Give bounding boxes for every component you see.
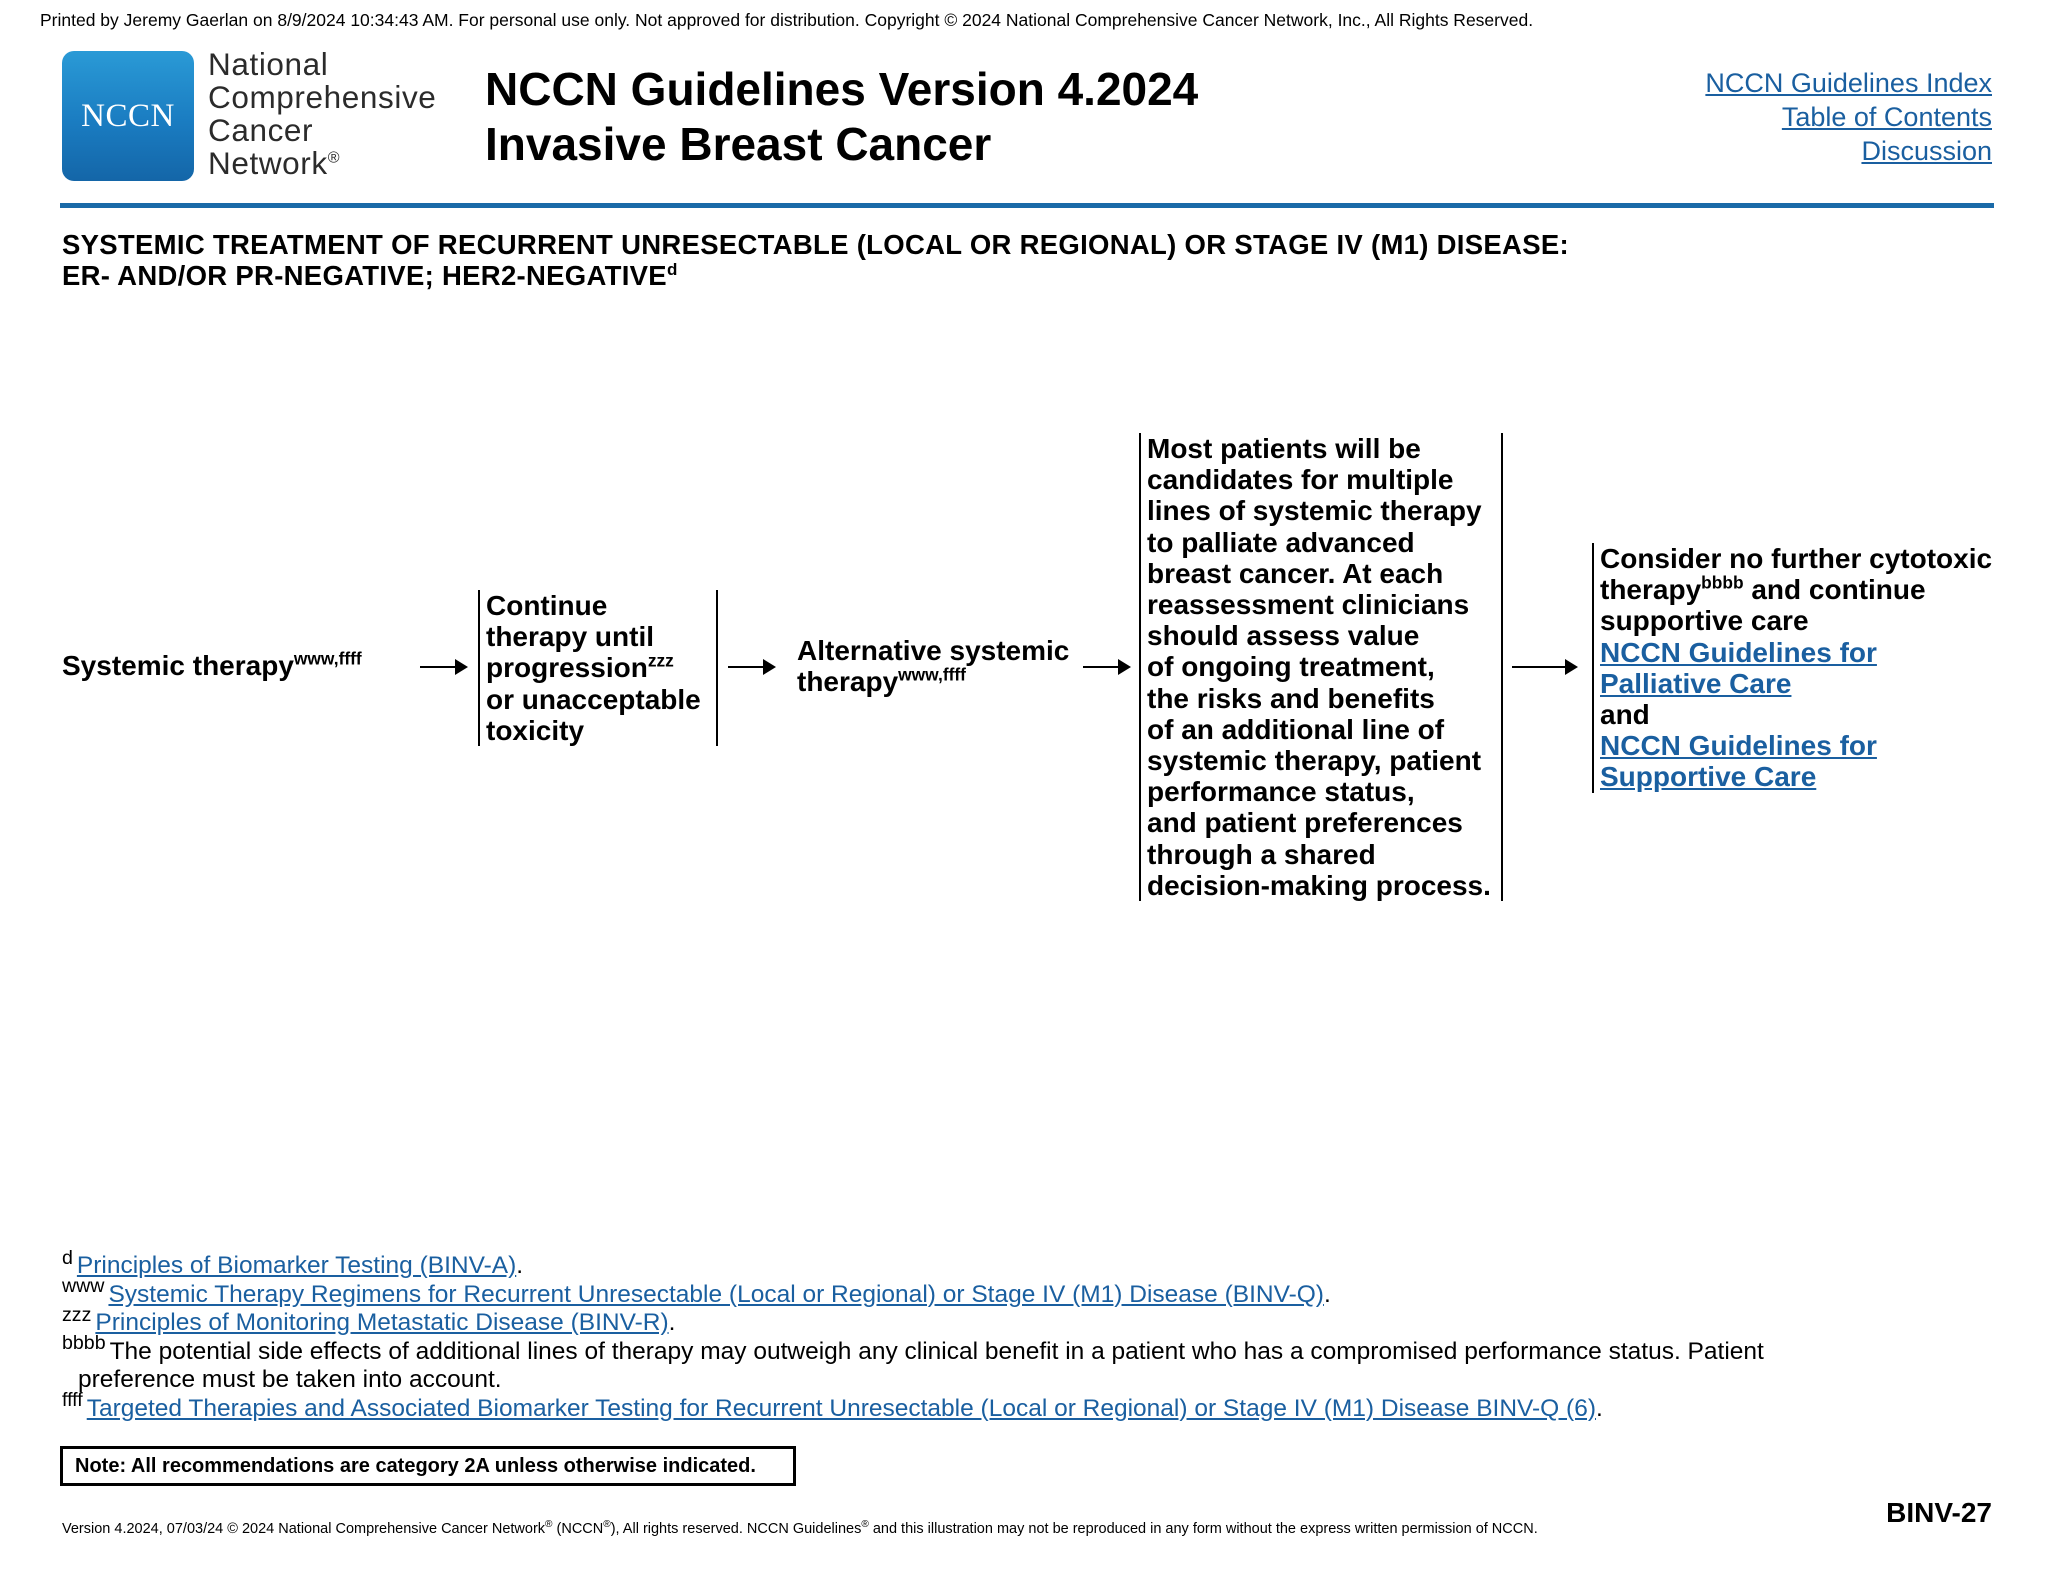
section-heading xyxy=(62,229,1569,291)
flow-node-systemic-therapy: Systemic therapy$^{www,ffff}$ xyxy=(62,648,362,681)
page-identifier: BINV-27 xyxy=(1886,1497,1992,1528)
guideline-version: NCCN Guidelines Version 4.2024 xyxy=(485,63,1199,115)
footnotes xyxy=(62,1246,1962,1423)
flow-node-continue-therapy: Continue therapy until progression$^{zzz}$ or unacceptable toxicity xyxy=(478,590,718,746)
copyright-footer: Version 4.2024, 07/03/24 © 2024 National Comprehensive Cancer Network® (NCCN®), All rights reserved. NCCN Guidelines® and this illustration may not be reproduced in any form without the express written permission of NCCN. xyxy=(62,1519,1538,1537)
registered-mark: ® xyxy=(327,149,341,167)
section-heading-line-2: ER- AND/OR PR-NEGATIVE; HER2-NEGATIVE$^d$ xyxy=(62,259,678,291)
footnote-ref-www-ffff[interactable]: www,ffff xyxy=(293,648,362,669)
category-note: Note: All recommendations are category 2A unless otherwise indicated. xyxy=(60,1446,796,1486)
targeted-therapies-link[interactable]: Targeted Therapies and Associated Biomarker Testing for Recurrent Unresectable (Local or Regional) or Stage IV (M1) Disease BINV-Q (6) xyxy=(86,1394,1596,1422)
logo-line-1: National xyxy=(208,46,329,82)
nccn-logo-icon xyxy=(62,51,194,181)
discussion-link[interactable]: Discussion xyxy=(1861,136,1992,166)
footnote-ffff: $^{ffff}$ Targeted Therapies and Associated Biomarker Testing for Recurrent Unresectable (Local or Regional) or Stage IV (M1) Disease BINV-Q (6). xyxy=(62,1389,1603,1422)
palliative-care-guidelines-link[interactable]: NCCN Guidelines for Palliative Care xyxy=(1600,636,1877,699)
footnote-zzz: $^{zzz}$ Principles of Monitoring Metastatic Disease (BINV-R). xyxy=(62,1303,676,1336)
guidelines-index-link[interactable]: NCCN Guidelines Index xyxy=(1705,68,1992,98)
flow-arrow-2 xyxy=(728,666,774,668)
logo-line-3: Cancer xyxy=(208,112,314,148)
print-notice: Printed by Jeremy Gaerlan on 8/9/2024 10:34:43 AM. For personal use only. Not approved for distribution. Copyright © 2024 National Comprehensive Cancer Network, Inc., All Rights Reserved. xyxy=(40,10,1534,30)
header-nav xyxy=(1705,66,1992,168)
footnote-ref-www-ffff-2[interactable]: www,ffff xyxy=(898,664,966,685)
footnote-ref-zzz[interactable]: zzz xyxy=(647,651,674,672)
footnote-www: $^{www}$ Systemic Therapy Regimens for Recurrent Unresectable (Local or Regional) or Stage IV (M1) Disease (BINV-Q). xyxy=(62,1275,1331,1308)
footnote-ref-d[interactable]: d xyxy=(666,259,678,279)
logo-mark: NCCN xyxy=(81,97,175,134)
logo-line-4: Network® xyxy=(208,145,341,181)
supportive-care-guidelines-link[interactable]: NCCN Guidelines for Supportive Care xyxy=(1600,730,1877,793)
section-heading-line-1: SYSTEMIC TREATMENT OF RECURRENT UNRESECTABLE (LOCAL OR REGIONAL) OR STAGE IV (M1) DISEASE: xyxy=(62,229,1569,260)
guideline-topic: Invasive Breast Cancer xyxy=(485,118,992,170)
flow-node-reassessment: Most patients will be candidates for multiple lines of systemic therapy to palliate advanced breast cancer. At each reassessment clinicians should assess value of ongoing treatment, the risks and benefits of an additional line of systemic therapy, patient performance status, and patient preferences through a shared decision-making process. xyxy=(1139,433,1503,901)
systemic-therapy-regimens-link[interactable]: Systemic Therapy Regimens for Recurrent Unresectable (Local or Regional) or Stage IV (M1) Disease (BINV-Q) xyxy=(108,1280,1324,1308)
page-title xyxy=(485,62,1198,172)
footnote-d: $^d$ Principles of Biomarker Testing (BINV-A). xyxy=(62,1246,524,1279)
biomarker-testing-link[interactable]: Principles of Biomarker Testing (BINV-A) xyxy=(76,1252,517,1279)
flow-arrow-1 xyxy=(420,666,466,668)
flow-arrow-4 xyxy=(1512,666,1576,668)
logo-line-2: Comprehensive xyxy=(208,79,437,115)
footnote-bbbb: $^{bbbb}$ The potential side effects of additional lines of therapy may outweigh any clinical benefit in a patient who has a compromised performance status. Patient preference must be taken into account. xyxy=(62,1332,1764,1393)
flow-node-alternative-therapy: Alternative systemic therapy$^{www,ffff}$ xyxy=(797,635,1070,698)
header-divider xyxy=(60,203,1994,208)
footnote-ref-bbbb[interactable]: bbbb xyxy=(1701,572,1744,593)
flow-arrow-3 xyxy=(1083,666,1129,668)
flow-node-supportive-care: Consider no further cytotoxic therapy$^{bbbb}$ and continue supportive care NCCN Guidelines for Palliative Care and NCCN Guidelines for Supportive Care xyxy=(1592,543,1992,793)
monitoring-metastatic-disease-link[interactable]: Principles of Monitoring Metastatic Disease (BINV-R) xyxy=(95,1309,669,1336)
logo-wordmark xyxy=(208,48,436,180)
table-of-contents-link[interactable]: Table of Contents xyxy=(1781,102,1992,132)
